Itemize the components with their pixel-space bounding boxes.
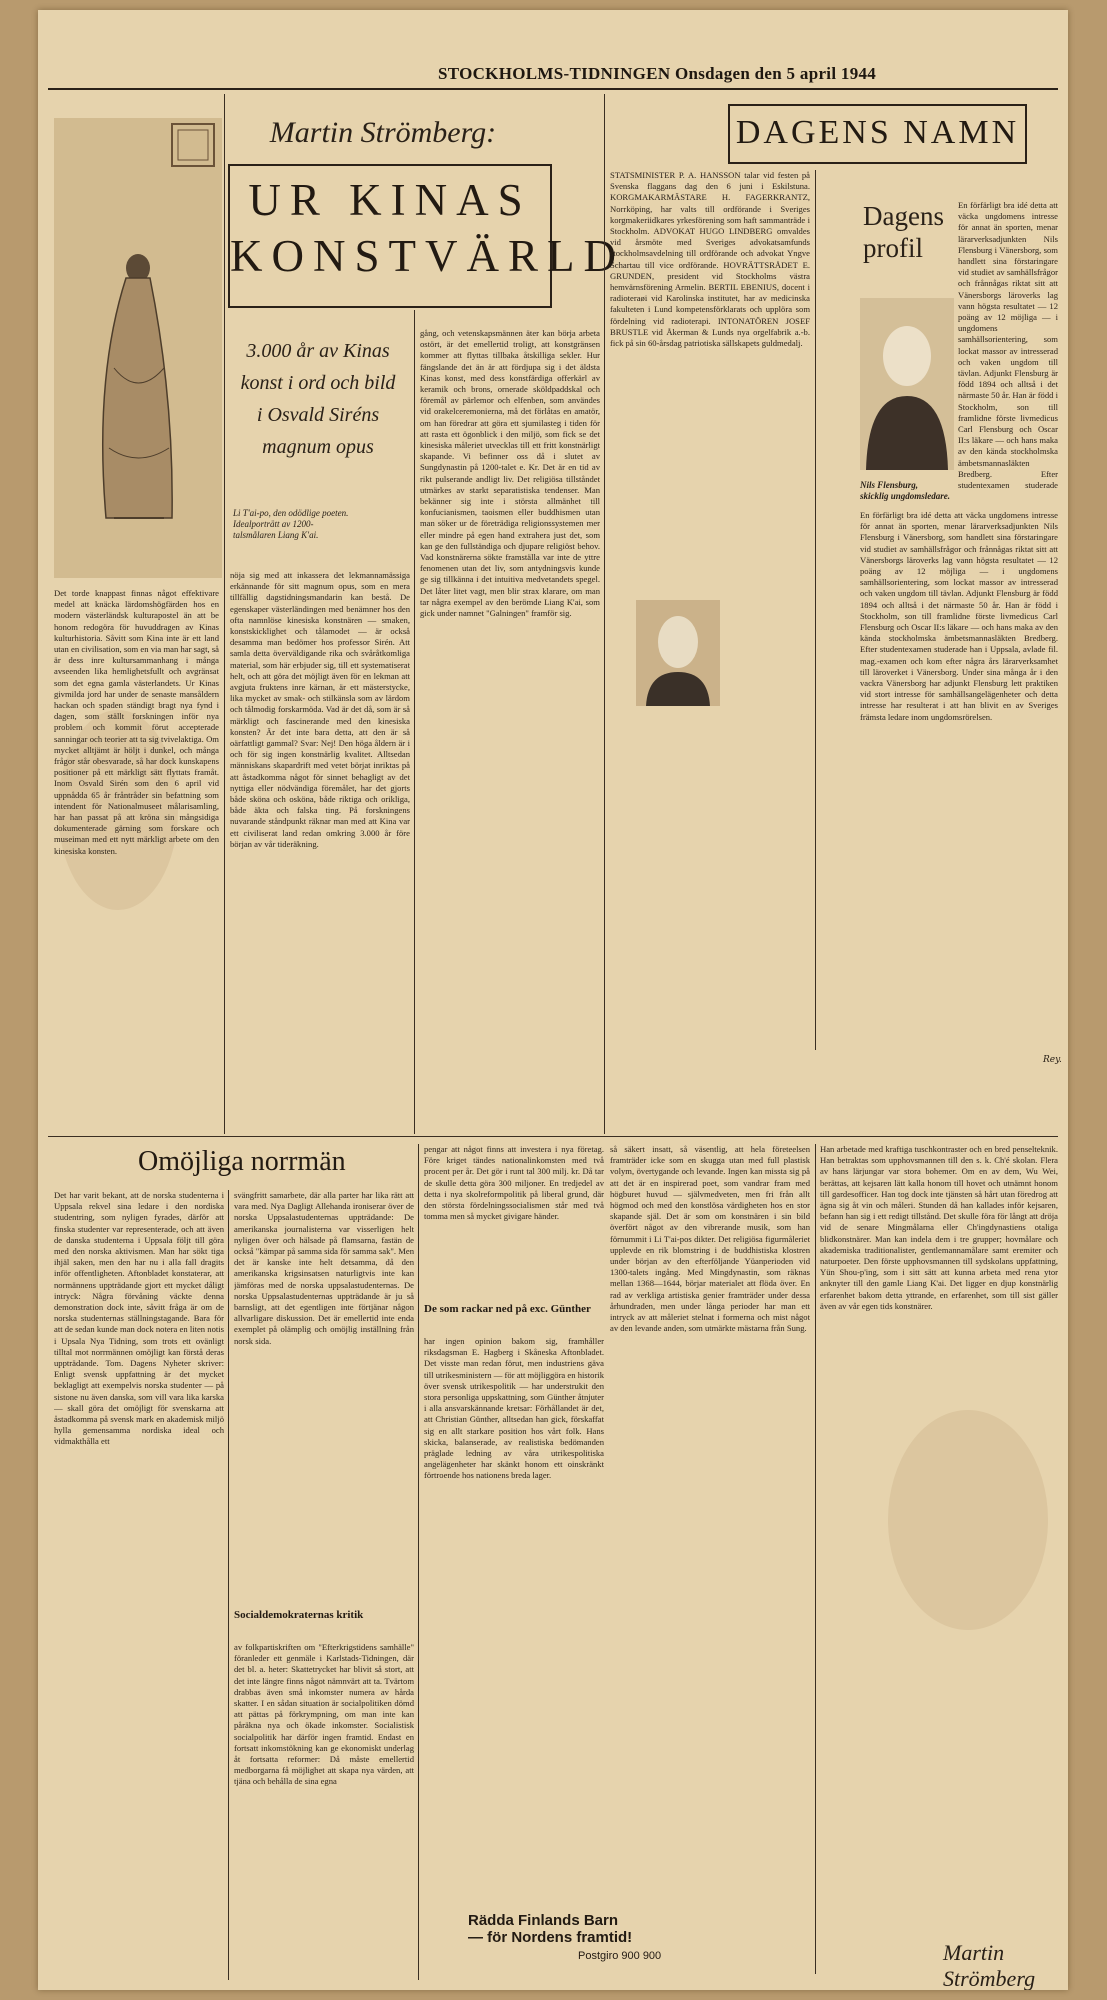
hovrattsradet-portrait — [636, 600, 720, 706]
article-column-5: Han arbetade med kraftiga tuschkontraster och en bred penselteknik. Han betraktas som upphovsmannen till den s. k. Ch'é skolan. Flera av hans lärjungar var stora bohemer. Om en av dem, Wu Wei, berättas, att kejsaren lätt kalla honom till hovet och utnämnt honom till gardesofficer. Han tog dock inte tjänsten så hårt utan föredrog att ägna sig åt vin och måleri. Stunden då han kallades inför kejsaren, befann han sig i ett redigt tillstånd. Det skulle föra för långt att dröja vid de senare Mingmålarna eller Ch'ingdynastiens otaliga blidkonstnärer. Man kan indela dem i tre grupper; hovmålare och akademiska traditionalister, gentlemannamålare samt eremiter och naturpoeter. Den förste upphovsmannen till sydskolans uppfattning, Yün Shou-p'ing, som i sitt sätt att kunna arbeta med rena ytor anknyter till den gamle Liang K'ai. Det ligger en djup konstnärlig erfarenhet bakom detta yttrande, en erfarenhet, som till sist gäller även av vår egen tids konstnärer. — [820, 1144, 1058, 1311]
socialdemo-text: av folkpartiskriften om "Efterkrigstidens samhälle" föranleder ett genmäle i Karlstads-Tidningen, där det bl. a. heter: Skattetrycket har blivit så stort, att det inte längre finns något nämnvärt att ta. Tvärtom drabbas även små inkomster numera av hårda skatter. I en sådan situation är socialpolitiken dömd att pättas på förkrympning, om man inte kan påräkna nya och ökade inkomster. Socialistisk socialpolitik har därför ingen framtid. Endast en fortsatt inkomstökning kan ge ekonomiskt underlag åt fortsatta reformer: Då måste emellertid medborgarna få möjlighet att skapa nya värden, att tjäna och behålla de sina egna — [234, 1642, 414, 1787]
dagens-namn-news: STATSMINISTER P. A. HANSSON talar vid festen på Svenska flaggans dag den 6 juni i Eskilstuna. KORGMAKARMÄSTARE H. FAGERKRANTZ, Norrköping, har valts till ordförande i Sveriges korgmakeriidkares yrkesförening som haft sammanträde i Stockholm. ADVOKAT HUGO LINDBERG omvaldes vid årsmöte med Sveriges advokatsamfunds stockholmsavdelning till ordförande och advokat Yngve Schartau till vice ordförande. HOVRÄTTSRÅDET E. GRUNDEN, president vid Stockholms västra hemvärnsförening Armelin. BERTIL EBENIUS, docent i radioteraøi vid Karolinska institutet, har av medicinska fakulteten i Lund kompetensförklarats och upplöra som fördelning vid radioterapi. INTONATÖREN JOSEF BRUSTLE vid Åkerman & Lunds nya orgelfabrik a.-b. fick på sin 60-årsdag patriotiska sällskapets guldmedalj. — [610, 170, 810, 349]
dagens-profil-text: En förfärligt bra idé detta att väcka ungdomens intresse för annat än sporten, menar lärarverksadjunkten Nils Flensburg i Vänersborg, som handlett sina förstaringare vid studiet av samhällsfrågor och frånnågas riktat sitt att Vänersborgs läroverks lag vann högsta resultatet — 12 poäng av 12 möjliga — i ungdomens samhällsorientering, som lockat massor av intresserad och vaken ungdom till tävlan. Adjunkt Flensburg är född 1894 och alltså i det närmaste 50 år. Han är född i Stockholm, son till framlidne förste livmedicus Carl Flensburg och Oscar II:s läkare — och hans maka av den kända stockholmska ämbetsmannasläkten Bredberg. Efter studentexamen studerade — [958, 200, 1058, 490]
person-portrait-icon — [860, 298, 954, 470]
profil-signature: Rey. — [1043, 1055, 1062, 1065]
omojliga-heading: Omöjliga norrmän — [138, 1146, 346, 1177]
gunther-heading: De som rackar ned på exc. Günther — [424, 1303, 591, 1315]
article-subtitle: 3.000 år av Kinas konst i ord och bild i Osvald Siréns magnum opus — [240, 340, 396, 458]
omojliga-column-2: svängfritt samarbete, där alla parter har lika rätt att vara med. Nya Dagligt Allehanda ironiserar över de norska Uppsalastudenternas uppträdande: De amerikanska journalisterna var visserligen helt nyligen över och hälsade på flamsarna, fastän de också "kämpar på samma sida för samma sak". Men det är kanske inte helt detsamma, då den amerikanska krigsinsatsen naturligtvis inte kan jämföras med de norska uppsalastudenternas. De norska Uppsalastudenternas uppträdande är ju så barnsligt, att det egentligen inte förtjänar någon allvarligare diskussion. Det är emellertid inte enda exemplet på olämplig och omöjlig inställning från norsk sida. — [234, 1190, 414, 1346]
finlands-barn-ad: Rädda Finlands Barn — för Nordens framtid! — [468, 1912, 633, 1946]
newspaper-page — [38, 10, 1068, 1990]
author-signature: Martin Strömberg — [943, 1940, 1036, 1990]
li-taipo-portrait-image — [54, 118, 222, 578]
article-column-3: gång, och vetenskapsmännen äter kan börja arbeta ostört, är det emellertid troligt, att konstgränsen kommer att flyttas tillbaka åtskilliga sekler. Hur fängslande det än är att fördjupa sig i det äldsta Kinas konst, med dess konstfärdiga offerkärl av keramik och brons, ornerade sköldpaddskal och föremål av pärlemor och elfenben, som användes vid orakelceremonierna, må det förlåtas en amatör, om han föredrar att göra ett sjumilasteg i tiden för att rasta ett ögonblick i den miljö, som fick se det kinesiska måleriet utvecklas till ett fritt konstnärligt skapande. Vi befinner oss då i slutet av Sungdynastin på 1200-talet e. Kr. Det är en tid av rikt pulserande andligt liv. Det religiösa tillståndet utmärkes av starkt separatistiska tendenser. Man bekänner sig inte i största allmänhet till konfucianismen, taoismen eller buddhismen utan man söker ur de företrädiga religionssystemen mer eller mindre på egen hand extrahera just det, som kan ge den fullständiga och djupare religiöst behov. Vad konstnärerna sökte framställa var inte de yttre fenomenen utan det liv, som antydningsvis kunde ge sig tillkänna i det intuitiva medvetandets spegel. Det låter litet vagt, men blir strax klarare, om man tar några exempel av den berömde Liang K'ai, som gick under namnet "Galningen" framför sig. — [420, 328, 600, 619]
photo-caption: Li T'ai-po, den odödlige poeten. Idealporträtt av 1200-talsmålaren Liang K'ai. — [233, 508, 349, 540]
masthead: STOCKHOLMS-TIDNINGEN Onsdagen den 5 april 1944 — [438, 64, 877, 83]
article-column-2: nöja sig med att inkassera det lekmannamässiga erkännande för sitt magnum opus, som en mera tillfällig dagstidningsmandarin kan bestå. De egenskaper västerländingen med benämner hos den ofta namnlöse kinesiska konstnären — smaken, konstskicklighet och tålamodet — är också desamma man bedömer hos professor Sirén. Att samla detta överväldigande rika och svåråtkomliga material, som här erbjuder sig, till ett systematiserat helt, och att göra det möjligt även för en lekman att avgjuta fruktens inre kärnan, är ett mästerstycke, lika mycket av smak- och stilkänsla som av lärdom och tålmodig forskarmöda. Vad är det då, som är så märkligt och fascinerande med den kinesiska konsten? Är det inte bara detta, att den är så oärfattligt gammal? Svar: Nej! Den höga åldern är i och för sig ingen konstnärlig kvalitet. Alltsedan människans skapardrift med vetet börjat inriktas på att åstadkomma något för sinnet behagligt av det nyttiga eller nödvändiga föremålet, har det gjorts både sköna och osköna, både riktiga och orikliga, både äkta och falska ting. På forskningens nuvarande ståndpunkt räknar man med att Kina var ett civiliserat land redan omkring 3.000 år före början av vår tideräkning. — [230, 570, 410, 849]
article-title-line1: UR KINAS — [248, 175, 532, 225]
omojliga-column-1: Det har varit bekant, att de norska studenterna i Uppsala rekvel sina ledare i den nordiska studentring, som nyligen fyrades, därför att finska studenter var representerade, och att även de danska studenterna i Uppsala följt till göra med den norska aktivismen. Man har sökt tiga ihjäl saken, men den har nu i alla fall dragits inför offentligheten. Aftonbladet konstaterar, att normännens uppträdande gjort ett mycket dåligt intryck: Några förvåning väckte denna demonstration dock inte, såvitt fråga är om de norska studenternas ställningstagande. Bara för att de sedan kunde man dock notera en liten notis i Upsala Nya Tidning, som trots ett ovänligt tilltal mot norrmännen omöjligt kan förstå deras uppträdande. Tom. Dagens Nyheter skriver: Enligt svensk uppfattning är det mycket beklagligt att exempelvis norska studenter — på sistone nu även danska, som vill vara lika karska — skall göra det omöjligt för svenskarna att åstadkomma på svensk mark en akademisk miljö hylla gemensamma nordiska ideal och vidmakthålla ett — [54, 1190, 224, 1447]
dagens-profil-text-lower: En förfärligt bra idé detta att väcka ungdomens intresse för annat än sporten, menar lärarverksadjunkten Nils Flensburg i Vänersborg, som handlett sina förstaringare vid studiet av samhällsfrågor och frånnågas riktat sitt att Vänersborgs läroverks lag vann högsta resultatet — 12 poäng av 12 möjliga — i ungdomens samhällsorientering, som lockat massor av intresserad och vaken ungdom till tävlan. Adjunkt Flensburg är född 1894 och alltså i det närmaste 50 år. Han är född i Stockholm, son till framlidne förste livmedicus Carl Flensburg och Oscar II:s läkare — och hans maka av den kända stockholmska ämbetsmannasläkten Bredberg. Efter studentexamen studerade han i Uppsala, avlade fil. mag.-examen och kom efter några års lärarverksamhet till läroverket i Vänersborg. Under sina många år i den vackra Vänersborg har adjunkt Flensburg lett praktiken vid stort intresse för samhällsangelägenheter och detta intresse har resulterat i att han blivit en av Sveriges främsta ledare inom ungdomsrörelsen. — [860, 510, 1058, 722]
dagens-namn-box — [728, 104, 1027, 164]
article-column-1: Det torde knappast finnas något effektivare medel att knäcka lärdomshögfärden hos en modern västerländsk kulturapostel än att be honom redogöra för huvuddragen av Kinas kulturhistoria. Såvitt som Kina inte är ett land utan en civilisation, som en via man har sagt, så är dess inre kultursammanhang i många avseenden lika hemlighetsfullt och avgränsat som det egna gamla västerlandets. Ur Kinas givmilda jord har under de senaste mansåldern hackan och spaden ständigt bragt nya fynd i dagen, som ställt forskningen inför nya problem och kommit förut accepterade sanningar och teorier att ta sig tvivelaktiga. Om mycket alltjämt är höljt i dunkel, och många frågor står obesvarade, så har dock kunskapens positioner på ett märkligt sätt flyttats framåt. Inom Osvald Sirén som den 6 april vid uppnådda 65 år fråntråder sin befattning som intendent för Nationalmuseet målarisamling, har han passat på att kröna sin mångsidiga dokumenterade gärning som forskare och museiman med ett nytt märkligt arbete om den kinesiska konsten. — [54, 588, 219, 856]
socialdemo-heading: Socialdemokraternas kritik — [234, 1609, 364, 1621]
middle-bottom-text: pengar att något finns att investera i nya företag. Före kriget tändes nationalinkomsten med två procent per år. Det gör i runt tal 300 milj. kr. Då tar de skulle detta göra 300 miljoner. En tredjedel av detta i nya skolreformpolitik på liberal grund, där den största fördelningssocialismen står med två tomma men så mycket givigare händer. — [424, 1144, 604, 1222]
painting-figure-icon — [54, 118, 222, 578]
article-column-4: så säkert insatt, så väsentlig, att hela företeelsen framträder icke som en skugga utan med full plastisk volym, övertygande och levande. Ingen kan missta sig på att det är en inspirerad poet, som vandrar fram med högburet huvud — självmedveten, men fri från allt högmod och med den konstlösa värdigheten hos en stor skapande själ. Det är som om konstnären i sin bild överfört något av den vibrerande musik, som han förnummit i Li T'ai-pos dikter. Det religiösa figurmåleriet upplevde en rik blomstring i de buddhistiska klostren under början av den efterföljande Yüanperioden vid 1300-talets ingång. Med Mingdynastin, som räknas mellan 1368—1644, börjar materialet att flöda över. En rad av verkliga artistiska genier framträder under dessa århundraden, men under långa perioder har man ett intryck av att måleriet stelnat i formerna och mist något av den levande anden, som utmärkte mästarna från Sung. — [610, 1144, 810, 1334]
dagens-profil-heading: Dagens profil — [863, 201, 944, 263]
nils-flensburg-portrait — [860, 298, 954, 470]
person-portrait-icon — [636, 600, 720, 706]
flensburg-caption: Nils Flensburg, skicklig ungdomsledare. — [860, 480, 951, 501]
ad-postgiro: Postgiro 900 900 — [578, 1950, 662, 1962]
masthead-rule — [48, 88, 1058, 90]
article-title-line2: KONSTVÄRLD — [230, 231, 626, 281]
article-title-box — [228, 164, 626, 308]
article-byline: Martin Strömberg: — [269, 116, 497, 149]
dagens-namn-header: DAGENS NAMN — [735, 114, 1020, 151]
gunther-text: har ingen opinion bakom sig, framhåller riksdagsman E. Hagberg i Skåneska Aftonbladet. Det visste man redan förut, men industriens gäva till utrikesministern — för att möjliggöra en historik över svensk utrikespolitik — har understrukit den stora personliga uppskattning, som Günther åtnjuter i alla ansvarskännande kretsar: Förhållandet är det, att Christian Günther, alltsedan han gick, förskaffat sig en allt starkare position hos vårt folk. Hans skicka, balanserade, av realistiska bedömanden präglade ledning av våra utrikespolitiska angelägenheter har skänkt honom ett oinskränkt förtroende hos nationens breda lager. — [424, 1336, 604, 1481]
